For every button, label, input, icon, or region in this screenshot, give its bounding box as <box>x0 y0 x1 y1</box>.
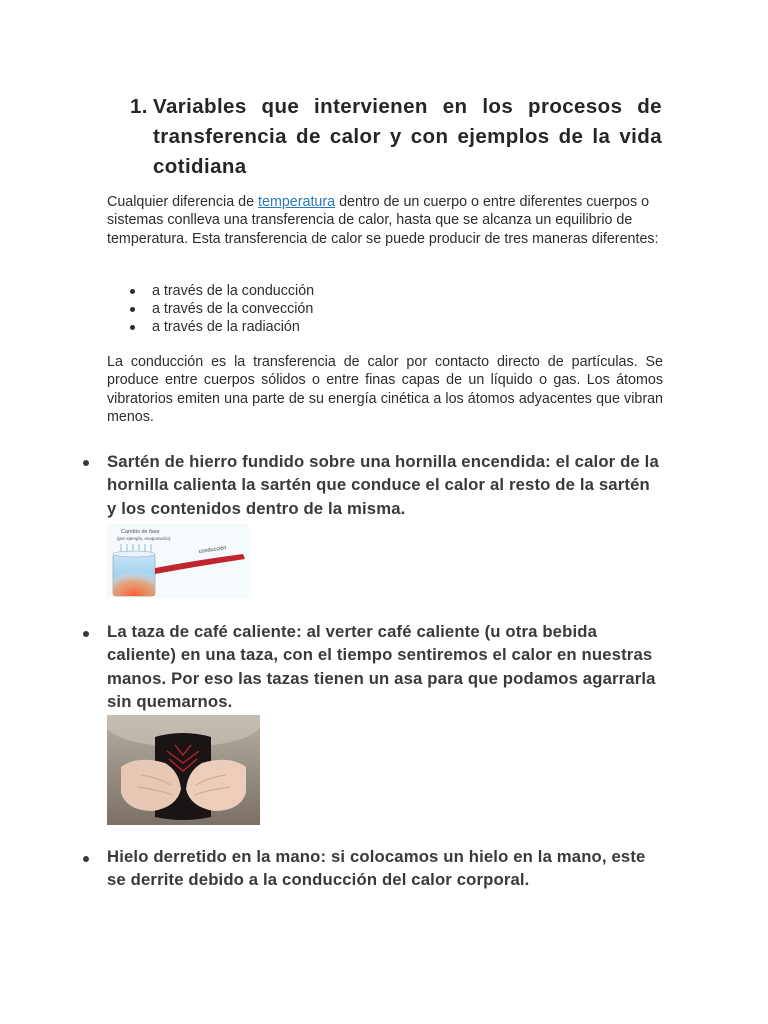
hands-mug-svg <box>107 715 260 825</box>
section-heading <box>130 92 662 182</box>
bullet-icon <box>83 856 89 862</box>
example-ice: Hielo derretido en la mano: si colocamos un hielo en la mano, este se derrite debido a la conducción del calor corporal. <box>107 847 646 890</box>
pot-handle-icon <box>155 554 245 574</box>
list-item <box>130 282 314 300</box>
bullet-icon <box>130 289 135 294</box>
list-item <box>130 318 314 336</box>
intro-paragraph <box>107 193 663 248</box>
temperatura-link[interactable]: temperatura <box>258 194 336 210</box>
bullet-icon <box>83 631 89 637</box>
pot-conduction-figure <box>107 524 249 598</box>
list-item-text: a través de la convección <box>152 301 314 317</box>
heading-number: 1. <box>130 95 148 118</box>
bullet-icon <box>130 307 135 312</box>
figure-label-phase: Cambio de fase <box>121 529 160 535</box>
conduction-paragraph: La conducción es la transferencia de calor por contacto directo de partículas. Se produce entre cuerpos sólidos o entre finas capas de un líquido o gas. Los átomos vibratorios emiten una parte de su energía cinética a los átomos adyacentes que vibran menos. <box>107 354 663 425</box>
bullet-icon <box>83 460 89 466</box>
example-coffee: La taza de café caliente: al verter café caliente (u otra bebida caliente) en una taza, con el tiempo sentiremos el calor en nuestras manos. Por eso las tazas tienen un asa para que podamos agarrarla sin quemarnos. <box>107 622 656 711</box>
figure-label-conduction: conducción <box>198 545 227 555</box>
pot-diagram-svg <box>107 524 249 598</box>
intro-text-after: dentro de un cuerpo o entre diferentes cuerpos o sistemas conlleva una transferencia de calor, hasta que se alcanza un equilibrio de temperatura. Esta transferencia de calor se puede producir de tres maneras diferentes: <box>107 194 659 247</box>
heat-glow-icon <box>113 568 155 596</box>
intro-text-before: Cualquier diferencia de <box>107 194 259 210</box>
bullet-icon <box>130 325 135 330</box>
transfer-methods-list <box>130 282 314 336</box>
figure-label-phase-sub: (por ejemplo, evaporación) <box>117 536 171 541</box>
list-item <box>130 300 314 318</box>
example-skillet: Sartén de hierro fundido sobre una hornilla encendida: el calor de la hornilla calienta la sartén que conduce el calor al resto de la sartén y los contenidos dentro de la misma. <box>107 452 659 518</box>
coffee-mug-photo <box>107 715 260 825</box>
heading-text: Variables que intervienen en los procesos de transferencia de calor y con ejemplos de la vida cotidiana <box>153 95 662 178</box>
list-item-text: a través de la conducción <box>152 283 315 299</box>
list-item-text: a través de la radiación <box>152 319 300 335</box>
